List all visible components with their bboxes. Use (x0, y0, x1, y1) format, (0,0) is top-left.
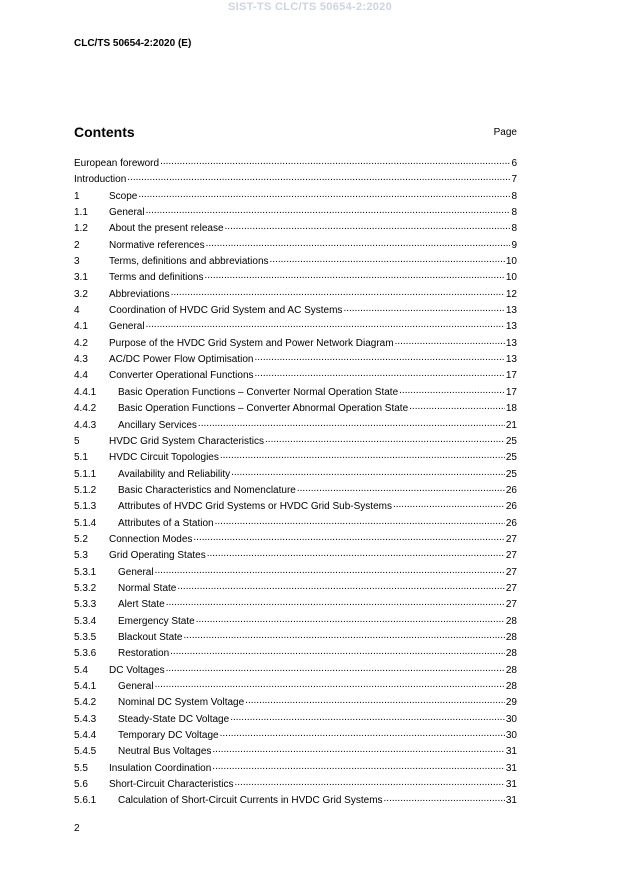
toc-entry-title: Terms and definitions (109, 272, 204, 284)
toc-entry-page: 13 (505, 321, 517, 333)
toc-leader-dots (231, 467, 505, 477)
toc-entry-number: 4.4.1 (74, 386, 97, 398)
toc-entry[interactable] (74, 695, 517, 711)
toc-entry-number: 5.5 (74, 762, 88, 774)
toc-entry-number: 5.3.1 (74, 566, 97, 578)
toc-entry-page: 8 (511, 207, 517, 219)
toc-entry-title: European foreword (74, 158, 160, 169)
toc-entry-title: Insulation Coordination (109, 762, 212, 774)
toc-entry-number: 4.4 (74, 370, 88, 382)
toc-leader-dots (399, 385, 505, 395)
toc-entry-title: Converter Operational Functions (109, 370, 254, 382)
toc-entry-number: 5.1.1 (74, 468, 97, 480)
toc-leader-dots (127, 172, 510, 182)
toc-entry[interactable] (74, 597, 517, 613)
toc-leader-dots (177, 581, 505, 591)
toc-leader-dots (245, 695, 505, 705)
toc-leader-dots (220, 450, 505, 460)
toc-entry-title: General (109, 207, 145, 219)
toc-entry-number: 3 (74, 256, 80, 268)
toc-entry-title: Temporary DC Voltage (118, 730, 219, 742)
toc-entry[interactable] (74, 761, 517, 777)
toc-entry[interactable] (74, 418, 517, 434)
toc-leader-dots (183, 630, 504, 640)
toc-leader-dots (196, 614, 505, 624)
toc-entry-page: 31 (505, 779, 517, 791)
page-column-label: Page (493, 127, 517, 138)
toc-entry-page: 27 (505, 533, 517, 545)
toc-entry-page: 27 (505, 599, 517, 611)
toc-entry-page: 13 (505, 337, 517, 349)
toc-entry-title: Coordination of HVDC Grid System and AC Systems (109, 305, 343, 317)
toc-entry[interactable] (74, 793, 517, 809)
toc-entry-title: Alert State (118, 599, 165, 611)
toc-entry-title: Restoration (118, 648, 170, 660)
toc-entry-number: 4 (74, 305, 80, 317)
toc-leader-dots (206, 238, 511, 248)
toc-entry-title: Availability and Reliability (118, 468, 231, 480)
toc-entry[interactable] (74, 467, 517, 483)
toc-entry-title: General (118, 566, 154, 578)
toc-entry-page: 28 (505, 681, 517, 692)
toc-leader-dots (254, 352, 504, 362)
toc-leader-dots (205, 270, 505, 280)
toc-entry[interactable] (74, 581, 517, 597)
toc-entry-title: Grid Operating States (109, 550, 206, 562)
toc-entry-number: 5.3 (74, 550, 88, 562)
toc-entry-title: Terms, definitions and abbreviations (109, 256, 269, 268)
toc-entry-number: 4.3 (74, 354, 88, 366)
toc-entry-page: 21 (505, 419, 517, 431)
toc-entry[interactable] (74, 368, 517, 384)
toc-entry-page: 27 (505, 550, 517, 562)
toc-leader-dots (270, 254, 505, 264)
toc-entry-number: 1.1 (74, 207, 88, 219)
toc-entry-page: 30 (505, 730, 517, 742)
toc-entry-number: 5.4.4 (74, 730, 97, 742)
toc-entry[interactable] (74, 270, 517, 286)
toc-entry-number: 5.4.3 (74, 713, 97, 725)
toc-entry[interactable] (74, 401, 517, 417)
toc-entry[interactable] (74, 254, 517, 270)
toc-entry-number: 5.1.4 (74, 517, 97, 529)
toc-entry-title: General (118, 681, 154, 692)
toc-entry[interactable] (74, 287, 517, 303)
toc-entry-page: 6 (511, 158, 517, 169)
toc-leader-dots (255, 368, 505, 378)
toc-entry-number: 5.1.2 (74, 484, 97, 496)
toc-entry-title: Calculation of Short-Circuit Currents in HVDC Grid Systems (118, 795, 383, 807)
toc-entry[interactable] (74, 728, 517, 744)
toc-entry-page: 13 (505, 305, 517, 317)
toc-leader-dots (207, 548, 505, 558)
toc-entry-number: 3.1 (74, 272, 88, 284)
toc-entry-number: 5.3.6 (74, 648, 97, 660)
toc-entry-number: 5.1.3 (74, 501, 97, 513)
toc-entry-page: 25 (505, 468, 517, 480)
watermark: SIST-TS CLC/TS 50654-2:2020 (228, 1, 392, 13)
toc-entry-title: Basic Operation Functions – Converter Normal Operation State (118, 386, 399, 398)
toc-entry[interactable] (74, 679, 517, 695)
toc-entry-number: 1.2 (74, 223, 88, 235)
toc-entry-title: Neutral Bus Voltages (118, 746, 212, 758)
toc-entry-title: AC/DC Power Flow Optimisation (109, 354, 254, 366)
toc-entry-title: Scope (109, 190, 138, 202)
toc-entry[interactable] (74, 352, 517, 368)
toc-leader-dots (225, 221, 511, 231)
toc-entry-page: 28 (505, 615, 517, 627)
toc-entry-page: 18 (505, 403, 517, 415)
toc-entry-title: Nominal DC System Voltage (118, 697, 245, 709)
toc-leader-dots (343, 303, 504, 313)
toc-entry-page: 8 (511, 223, 517, 235)
toc-entry-number: 5.3.3 (74, 599, 97, 611)
toc-entry[interactable] (74, 516, 517, 532)
toc-entry[interactable] (74, 189, 517, 205)
toc-entry-title: HVDC Grid System Characteristics (109, 435, 265, 447)
toc-leader-dots (212, 744, 504, 754)
toc-leader-dots (166, 663, 505, 673)
toc-entry-title: DC Voltages (109, 664, 165, 676)
toc-entry-title: Emergency State (118, 615, 195, 627)
toc-entry-title: HVDC Circuit Topologies (109, 452, 219, 464)
toc-entry[interactable] (74, 385, 517, 401)
toc-leader-dots (220, 728, 505, 738)
toc-entry-number: 3.2 (74, 288, 88, 300)
toc-entry[interactable] (74, 548, 517, 564)
toc-leader-dots (193, 532, 504, 542)
toc-entry[interactable] (74, 777, 517, 793)
toc-entry-page: 9 (511, 239, 517, 251)
toc-entry-page: 7 (511, 174, 517, 186)
document-id: CLC/TS 50654-2:2020 (E) (74, 38, 192, 49)
toc-leader-dots (146, 319, 505, 329)
toc-entry-page: 8 (511, 190, 517, 202)
toc-entry[interactable] (74, 205, 517, 221)
toc-entry-title: Connection Modes (109, 533, 193, 545)
toc-entry-number: 5.1 (74, 452, 88, 464)
toc-entry-title: Normal State (118, 582, 177, 594)
toc-leader-dots (230, 712, 505, 722)
toc-entry-page: 10 (505, 272, 517, 284)
toc-entry-page: 26 (505, 501, 517, 513)
toc-entry-title: About the present release (109, 223, 224, 235)
toc-leader-dots (409, 401, 505, 411)
toc-entry[interactable] (74, 744, 517, 760)
toc-entry-page: 27 (505, 566, 517, 578)
toc-entry-page: 27 (505, 582, 517, 594)
toc-entry[interactable] (74, 434, 517, 450)
toc-entry-page: 25 (505, 435, 517, 447)
toc-leader-dots (171, 287, 505, 297)
toc-entry[interactable] (74, 221, 517, 237)
toc-entry-number: 5.6 (74, 779, 88, 791)
toc-entry[interactable] (74, 303, 517, 319)
toc-leader-dots (198, 418, 505, 428)
toc-entry-page: 31 (505, 795, 517, 807)
toc-entry-number: 1 (74, 190, 80, 202)
toc-entry-title: Steady-State DC Voltage (118, 713, 230, 725)
toc-entry-page: 26 (505, 517, 517, 529)
toc-entry-title: Introduction (74, 174, 127, 186)
toc-entry-title: Basic Operation Functions – Converter Abnormal Operation State (118, 403, 409, 415)
toc-entry[interactable] (74, 483, 517, 499)
toc-entry-title: Basic Characteristics and Nomenclature (118, 484, 296, 496)
toc-leader-dots (212, 761, 505, 771)
toc-entry-page: 10 (505, 256, 517, 268)
toc-entry-number: 5.4.5 (74, 746, 97, 758)
toc-entry-number: 4.2 (74, 337, 88, 349)
toc-entry-number: 5.4.2 (74, 697, 97, 709)
toc-entry-title: Short-Circuit Characteristics (109, 779, 234, 791)
toc-entry-title: Normative references (109, 239, 205, 251)
toc-entry-title: Ancillary Services (118, 419, 197, 431)
toc-entry[interactable] (74, 630, 517, 646)
toc-entry-number: 5.2 (74, 533, 88, 545)
toc-entry-page: 28 (505, 631, 517, 643)
contents-title: Contents (74, 124, 135, 140)
toc-entry-number: 4.1 (74, 321, 88, 333)
toc-entry[interactable] (74, 614, 517, 630)
toc-entry-page: 17 (505, 370, 517, 382)
toc-entry[interactable] (74, 238, 517, 254)
toc-entry-number: 5.3.5 (74, 631, 97, 643)
toc-entry-title: Blackout State (118, 631, 183, 643)
toc-entry-page: 28 (505, 664, 517, 676)
toc-leader-dots (393, 499, 505, 509)
toc-leader-dots (170, 646, 505, 656)
toc-entry-number: 5.4.1 (74, 681, 97, 692)
toc-entry[interactable] (74, 532, 517, 548)
toc-leader-dots (395, 336, 505, 346)
toc-entry-page: 31 (505, 762, 517, 774)
toc-leader-dots (138, 189, 510, 199)
table-of-contents (74, 156, 517, 810)
toc-entry-page: 13 (505, 354, 517, 366)
toc-entry-number: 5.3.4 (74, 615, 97, 627)
toc-entry[interactable] (74, 663, 517, 679)
toc-entry-number: 5.6.1 (74, 795, 97, 807)
toc-entry-number: 2 (74, 239, 80, 251)
toc-entry-number: 5.3.2 (74, 582, 97, 594)
toc-entry[interactable] (74, 565, 517, 581)
toc-entry[interactable] (74, 712, 517, 728)
toc-leader-dots (234, 777, 504, 787)
toc-leader-dots (297, 483, 505, 493)
toc-entry-number: 5 (74, 435, 80, 447)
toc-leader-dots (146, 205, 511, 215)
page-number: 2 (74, 823, 80, 834)
toc-entry[interactable] (74, 450, 517, 466)
toc-entry[interactable] (74, 336, 517, 352)
toc-entry-page: 30 (505, 713, 517, 725)
toc-entry-title: Abbreviations (109, 288, 170, 300)
toc-entry-page: 28 (505, 648, 517, 660)
toc-entry-page: 26 (505, 484, 517, 496)
toc-entry-number: 4.4.2 (74, 403, 97, 415)
toc-entry[interactable] (74, 156, 517, 172)
toc-leader-dots (215, 516, 505, 526)
toc-entry[interactable] (74, 499, 517, 515)
toc-leader-dots (155, 679, 505, 689)
toc-entry-number: 5.4 (74, 664, 88, 676)
toc-leader-dots (384, 793, 505, 803)
toc-leader-dots (166, 597, 505, 607)
toc-entry[interactable] (74, 646, 517, 662)
toc-entry[interactable] (74, 172, 517, 188)
toc-entry-page: 31 (505, 746, 517, 758)
toc-entry-page: 29 (505, 697, 517, 709)
toc-entry-page: 12 (505, 288, 517, 300)
toc-entry[interactable] (74, 319, 517, 335)
toc-leader-dots (265, 434, 505, 444)
toc-leader-dots (160, 156, 510, 166)
toc-entry-title: Attributes of a Station (118, 517, 214, 529)
toc-entry-title: Attributes of HVDC Grid Systems or HVDC Grid Sub-Systems (118, 501, 392, 513)
toc-entry-title: General (109, 321, 145, 333)
toc-entry-title: Purpose of the HVDC Grid System and Power Network Diagram (109, 337, 394, 349)
toc-entry-page: 17 (505, 386, 517, 398)
toc-leader-dots (155, 565, 505, 575)
toc-entry-page: 25 (505, 452, 517, 464)
toc-entry-number: 4.4.3 (74, 419, 97, 431)
